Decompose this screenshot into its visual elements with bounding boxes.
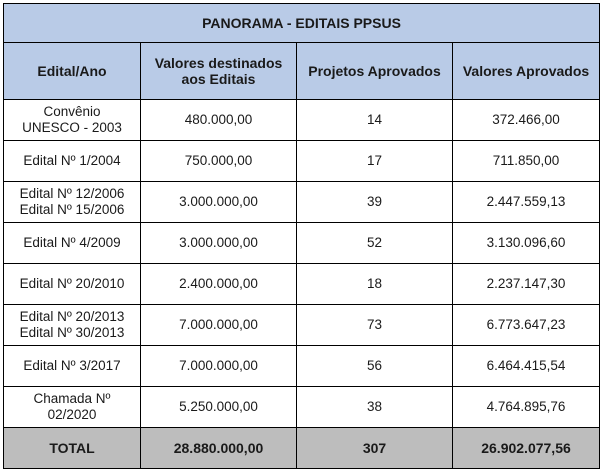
cell-edital: Edital Nº 1/2004 — [4, 141, 141, 182]
cell-projetos: 14 — [297, 100, 453, 141]
cell-projetos: 39 — [297, 182, 453, 223]
cell-projetos: 17 — [297, 141, 453, 182]
cell-aprovados: 372.466,00 — [453, 100, 600, 141]
cell-aprovados: 4.764.895,76 — [453, 387, 600, 428]
cell-edital: Edital Nº 12/2006 Edital Nº 15/2006 — [4, 182, 141, 223]
cell-projetos: 56 — [297, 346, 453, 387]
table-title: PANORAMA - EDITAIS PPSUS — [4, 4, 600, 43]
cell-destinados: 3.000.000,00 — [141, 223, 297, 264]
cell-edital: Edital Nº 20/2010 — [4, 264, 141, 305]
total-label: TOTAL — [4, 428, 141, 469]
cell-destinados: 7.000.000,00 — [141, 346, 297, 387]
table-row — [4, 223, 600, 264]
header-edital: Edital/Ano — [4, 43, 141, 100]
cell-destinados: 3.000.000,00 — [141, 182, 297, 223]
header-projetos-aprovados: Projetos Aprovados — [297, 43, 453, 100]
table-row — [4, 141, 600, 182]
cell-destinados: 2.400.000,00 — [141, 264, 297, 305]
cell-projetos: 52 — [297, 223, 453, 264]
cell-edital: Convênio UNESCO - 2003 — [4, 100, 141, 141]
cell-aprovados: 2.447.559,13 — [453, 182, 600, 223]
table-row — [4, 387, 600, 428]
cell-aprovados: 3.130.096,60 — [453, 223, 600, 264]
table-title-row — [4, 4, 600, 43]
cell-edital: Edital Nº 4/2009 — [4, 223, 141, 264]
table-total-row — [4, 428, 600, 469]
table-header-row — [4, 43, 600, 100]
total-destinados: 28.880.000,00 — [141, 428, 297, 469]
cell-aprovados: 6.773.647,23 — [453, 305, 600, 346]
total-projetos: 307 — [297, 428, 453, 469]
cell-aprovados: 711.850,00 — [453, 141, 600, 182]
header-valores-destinados: Valores destinados aos Editais — [141, 43, 297, 100]
header-valores-aprovados: Valores Aprovados — [453, 43, 600, 100]
cell-projetos: 73 — [297, 305, 453, 346]
editais-table-container — [3, 3, 600, 469]
cell-edital: Chamada Nº 02/2020 — [4, 387, 141, 428]
cell-destinados: 5.250.000,00 — [141, 387, 297, 428]
table-row — [4, 264, 600, 305]
table-row — [4, 100, 600, 141]
cell-edital: Edital Nº 3/2017 — [4, 346, 141, 387]
cell-destinados: 750.000,00 — [141, 141, 297, 182]
cell-destinados: 7.000.000,00 — [141, 305, 297, 346]
editais-table — [3, 3, 600, 469]
table-row — [4, 305, 600, 346]
cell-destinados: 480.000,00 — [141, 100, 297, 141]
cell-projetos: 38 — [297, 387, 453, 428]
cell-aprovados: 2.237.147,30 — [453, 264, 600, 305]
table-row — [4, 346, 600, 387]
cell-projetos: 18 — [297, 264, 453, 305]
table-row — [4, 182, 600, 223]
cell-aprovados: 6.464.415,54 — [453, 346, 600, 387]
total-aprovados: 26.902.077,56 — [453, 428, 600, 469]
cell-edital: Edital Nº 20/2013 Edital Nº 30/2013 — [4, 305, 141, 346]
